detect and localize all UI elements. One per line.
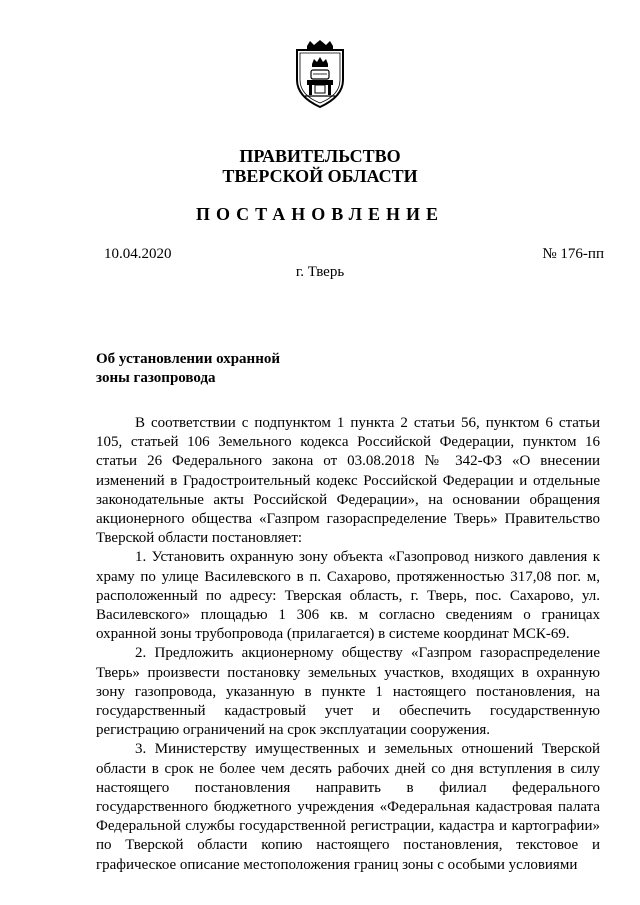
document-type: ПОСТАНОВЛЕНИЕ [195,204,445,224]
coat-of-arms-icon [293,40,347,108]
document-date: 10.04.2020 [104,246,172,262]
body-item-2: 2. Предложить акционерному обществу «Газпром газораспределение Тверь» произвести постановку земельных участков, входящих в охранную зону газопровода, указанную в пункте 1 настоящего постановления, на государственный кадастровый учет и обеспечить государственную регистрацию ограничений на срок эксплуатации сооружения. [96,645,600,739]
org-name-line1: ПРАВИТЕЛЬСТВО [239,146,401,166]
body-item-3: 3. Министерству имущественных и земельных отношений Тверской области в срок не более чем десять рабочих дней со дня вступления в силу настоящего постановления направить в филиал федерального государственного бюджетного учреждения «Федеральная кадастровая палата Федеральной службы государственной регистрации, кадастра и картографии» по Тверской области копию настоящего постановления, текстовое и графическое описание местоположения границ зоны с особыми условиями [96,741,600,873]
document-city: г. Тверь [295,264,345,280]
subject-line1: Об установлении охранной [96,351,280,367]
document-body [96,414,600,875]
document-number: № 176-пп [542,246,604,262]
org-name-line2: ТВЕРСКОЙ ОБЛАСТИ [222,166,418,186]
document-subject [96,350,280,388]
body-intro-paragraph: В соответствии с подпунктом 1 пункта 2 статьи 56, пунктом 6 статьи 105, статьей 106 Земельного кодекса Российской Федерации, пунктом 16 статьи 26 Федерального закона от 03.08.2018 № 342-ФЗ «О внесении изменений в Градостроительный кодекс Российской Федерации и отдельные законодательные акты Российской Федерации», на основании обращения акционерного общества «Газпром газораспределение Тверь» Правительство Тверской области постановляет: [96,415,600,547]
body-item-1: 1. Установить охранную зону объекта «Газопровод низкого давления к храму по улице Василевского в п. Сахарово, протяженностью 317,08 пог. м, расположенный по адресу: Тверская область, г. Тверь, пос. Сахарово, ул. Василевского» площадью 1 306 кв. м согласно сведениям о границах охранной зоны трубопровода (прилагается) в системе координат МСК-69. [96,549,600,643]
subject-line2: зоны газопровода [96,370,216,386]
